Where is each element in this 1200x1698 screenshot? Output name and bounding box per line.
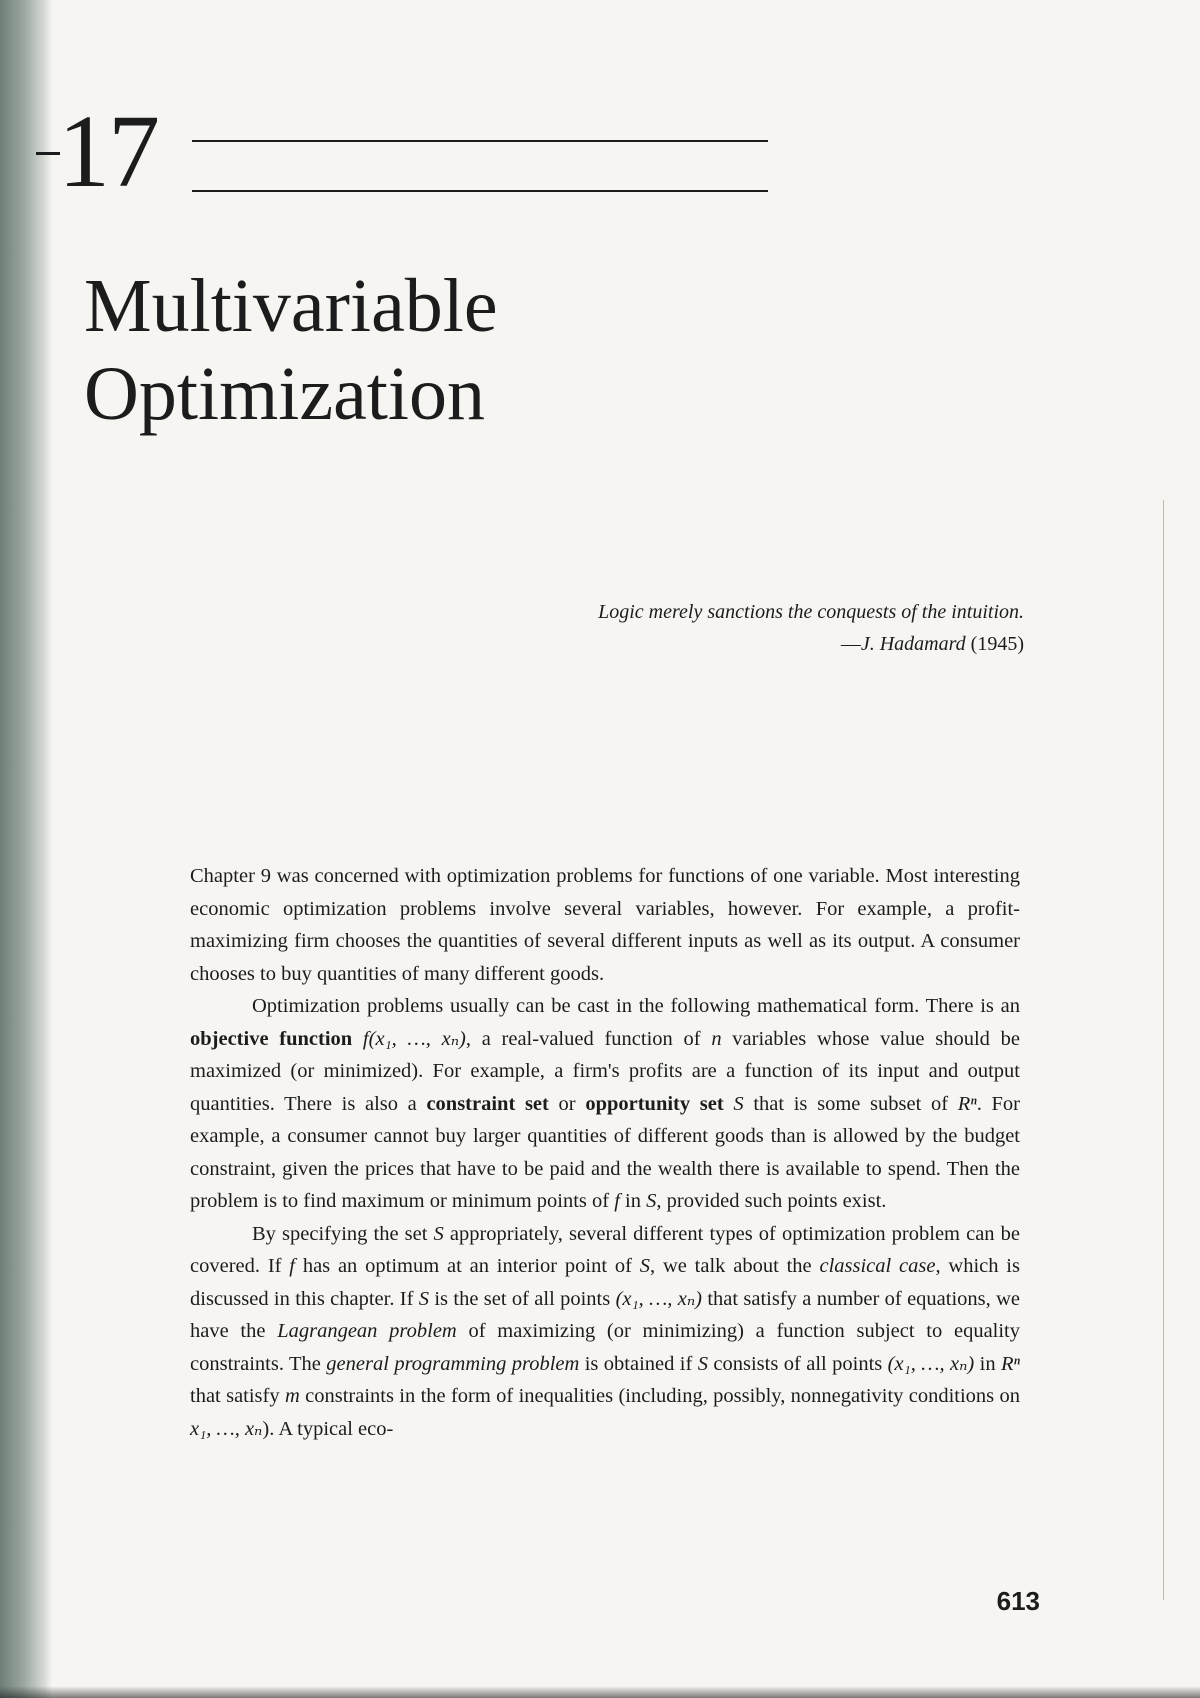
math-run: (x₁, …, xₙ) [615, 1287, 702, 1310]
text-run: that satisfy [190, 1385, 285, 1407]
text-run: constraints in the form of inequalities (including, possibly, nonnegativity conditions on [299, 1385, 1021, 1407]
term-general-programming-problem: general programming problem [326, 1352, 580, 1375]
math-run: x₁, …, xₙ [190, 1417, 263, 1440]
text-run: of maximizing (or minimizing) a function subject to equality constraints. The [190, 1320, 1021, 1375]
text-run: that is some subset of [743, 1092, 958, 1115]
text-run: in [974, 1352, 1002, 1375]
chapter-title [84, 262, 498, 438]
text-run: , provided such points exist. [656, 1190, 887, 1212]
text-run: that satisfy a number of equations, we have the [190, 1287, 1020, 1342]
text-run: ). A typical eco- [262, 1417, 394, 1440]
math-run: (x₁, …, xₙ) [887, 1352, 975, 1375]
math-run: n [711, 1027, 722, 1050]
epigraph-year: (1945) [970, 633, 1024, 655]
term-constraint-set: constraint set [426, 1092, 549, 1115]
math-run: S [433, 1222, 444, 1245]
paragraph-1: Chapter 9 was concerned with optimization problems for functions of one variable. Most interesting economic optimization problems involve several variables, however. For example, a profit-maximizing firm chooses the quantities of several different inputs as well as its output. A consumer chooses to buy quantities of many different goods. [190, 865, 1020, 985]
text-run: or [548, 1092, 586, 1115]
term-lagrangean-problem: Lagrangean problem [277, 1320, 457, 1342]
chapter-rule-top [192, 140, 768, 142]
chapter-title-line-2: Optimization [84, 352, 486, 436]
epigraph-quote: Logic merely sanctions the conquests of the intuition. [598, 601, 1024, 623]
math-run: Rⁿ [1001, 1352, 1021, 1375]
term-classical-case: classical case [819, 1255, 936, 1277]
page-bottom-shadow [0, 1686, 1200, 1698]
text-run: By specifying the set [252, 1222, 434, 1245]
math-run: m [284, 1385, 300, 1407]
text-run: consists of all points [707, 1352, 888, 1375]
text-run: is obtained if [579, 1352, 698, 1375]
text-run: in [619, 1190, 647, 1212]
text-run: is the set of all points [429, 1287, 616, 1310]
paragraph-2 [190, 990, 1020, 1218]
epigraph-dash: — [840, 633, 861, 655]
term-opportunity-set: opportunity set [585, 1092, 724, 1115]
epigraph [598, 596, 1024, 660]
text-run: , a real-valued function of [465, 1027, 712, 1050]
math-run: S [733, 1092, 744, 1115]
math-run: Rⁿ [957, 1092, 977, 1115]
math-run: f [289, 1255, 295, 1277]
text-run: Optimization problems usually can be cast in the following mathematical form. There is an [252, 995, 1020, 1017]
epigraph-attribution [598, 628, 1024, 660]
page-number: 613 [996, 1586, 1040, 1616]
math-run: f(x₁, …, xₙ) [362, 1027, 466, 1050]
book-gutter-shadow [0, 0, 52, 1698]
text-run: appropriately, several different types of optimization problem can be covered. If [190, 1222, 1020, 1277]
chapter-number-dash [36, 152, 60, 155]
chapter-title-line-1: Multivariable [84, 264, 498, 348]
epigraph-author: J. Hadamard [860, 633, 966, 655]
page-edge-line [1163, 500, 1164, 1600]
text-run: , which is discussed in this chapter. If [190, 1255, 1020, 1310]
chapter-rule-bottom [192, 190, 768, 192]
math-run: S [418, 1287, 430, 1310]
text-run: . For example, a consumer cannot buy larger quantities of different goods than is allowed by the budget constraint, given the prices that have to be paid and the wealth there is available to spend. Then the problem is to find maximum or minimum points of [190, 1092, 1021, 1212]
math-run: f [614, 1190, 620, 1212]
body-text [190, 860, 1020, 1445]
paragraph-3 [190, 1218, 1020, 1446]
text-run: , we talk about the [650, 1255, 820, 1277]
math-run: S [639, 1255, 651, 1277]
math-run: S [697, 1352, 708, 1375]
math-run: S [646, 1190, 657, 1212]
text-run: variables whose value should be maximized (or minimized). For example, a firm's profits are a function of its input and output quantities. There is also a [190, 1027, 1021, 1115]
term-objective-function: objective function [190, 1027, 353, 1050]
chapter-number: 17 [58, 94, 158, 209]
text-run: has an optimum at an interior point of [295, 1255, 640, 1277]
